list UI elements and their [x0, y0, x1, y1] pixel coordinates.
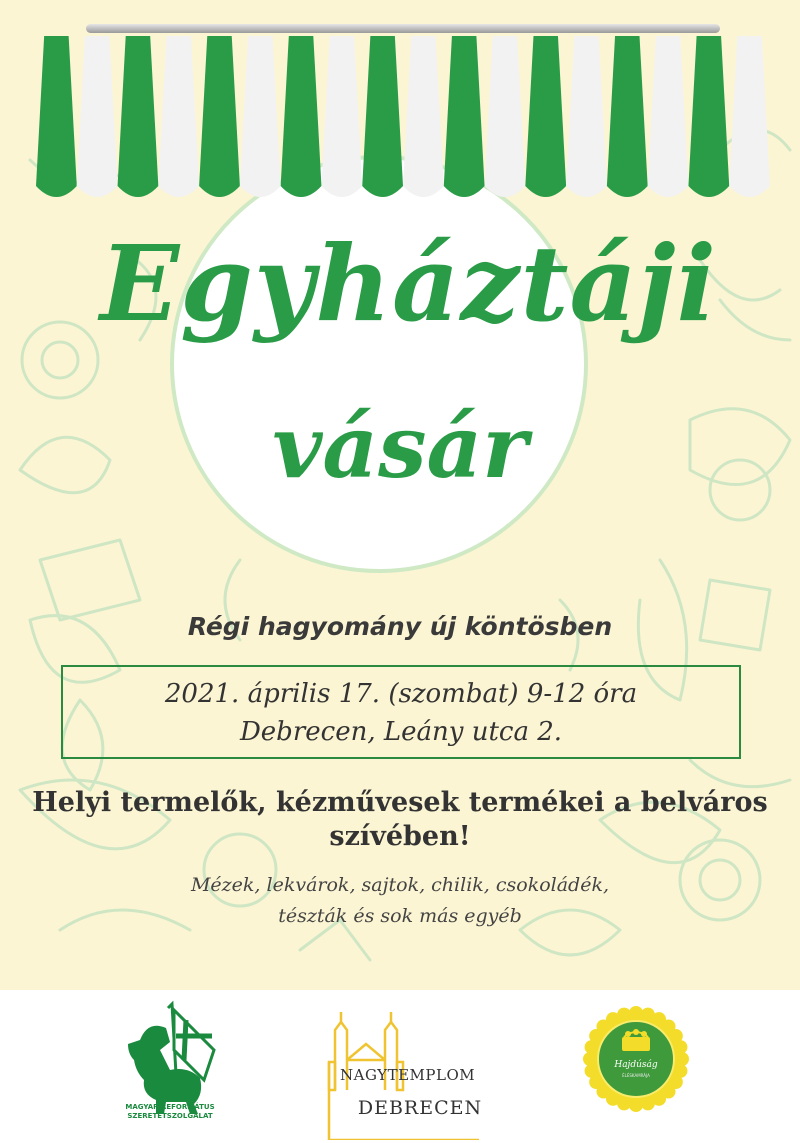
headline — [30, 786, 770, 854]
awning-stripe-green — [362, 36, 403, 197]
mrsz-line-2: SZERETETSZOLGÁLAT — [127, 1112, 213, 1120]
awning-stripe-white — [240, 36, 281, 197]
awning-stripe-green — [118, 36, 159, 197]
event-info-box — [61, 665, 741, 759]
awning-stripe-white — [566, 36, 607, 197]
hajdusag-badge-icon — [580, 1003, 692, 1115]
awning-stripe-green — [444, 36, 485, 197]
headline-line-2: szívében! — [329, 821, 471, 852]
awning-stripe-green — [199, 36, 240, 197]
subtitle: Régi hagyomány új köntösben — [187, 612, 613, 641]
title-line-2: vásár — [272, 397, 528, 498]
products-line-1: Mézek, lekvárok, sajtok, chilik, csokoládék, — [190, 874, 610, 896]
mrsz-line-1: MAGYAR REFORMÁTUS — [125, 1103, 215, 1111]
mrsz-logo-text — [90, 1103, 250, 1121]
awning-stripe-white — [485, 36, 526, 197]
awning-stripe-green — [688, 36, 729, 197]
products-list — [90, 870, 710, 932]
hajdusag-label: Hajdúság — [614, 1060, 658, 1070]
hajdusag-sublabel: ÉLÉSKAMRÁJA — [622, 1073, 650, 1078]
basket-icon — [622, 1029, 650, 1051]
awning-stripe-green — [525, 36, 566, 197]
awning-stripe-white — [648, 36, 689, 197]
event-date: 2021. április 17. (szombat) 9-12 óra — [164, 679, 638, 709]
event-location: Debrecen, Leány utca 2. — [239, 717, 563, 747]
awning-stripe-green — [281, 36, 322, 197]
awning-stripe-white — [729, 36, 770, 197]
headline-line-1: Helyi termelők, kézművesek termékei a belváros — [32, 787, 768, 818]
striped-awning — [36, 18, 770, 218]
awning-stripe-white — [77, 36, 118, 197]
nagytemplom-label: NAGYTEMPLOM — [340, 1066, 476, 1084]
title-line-1: Egyháztáji — [100, 222, 718, 345]
products-line-2: tészták és sok más egyéb — [278, 905, 522, 927]
debrecen-label: DEBRECEN — [357, 1097, 483, 1119]
awning-stripe-white — [158, 36, 199, 197]
awning-stripe-green — [36, 36, 77, 197]
awning-stripe-white — [321, 36, 362, 197]
awning-stripe-green — [607, 36, 648, 197]
awning-stripe-white — [403, 36, 444, 197]
